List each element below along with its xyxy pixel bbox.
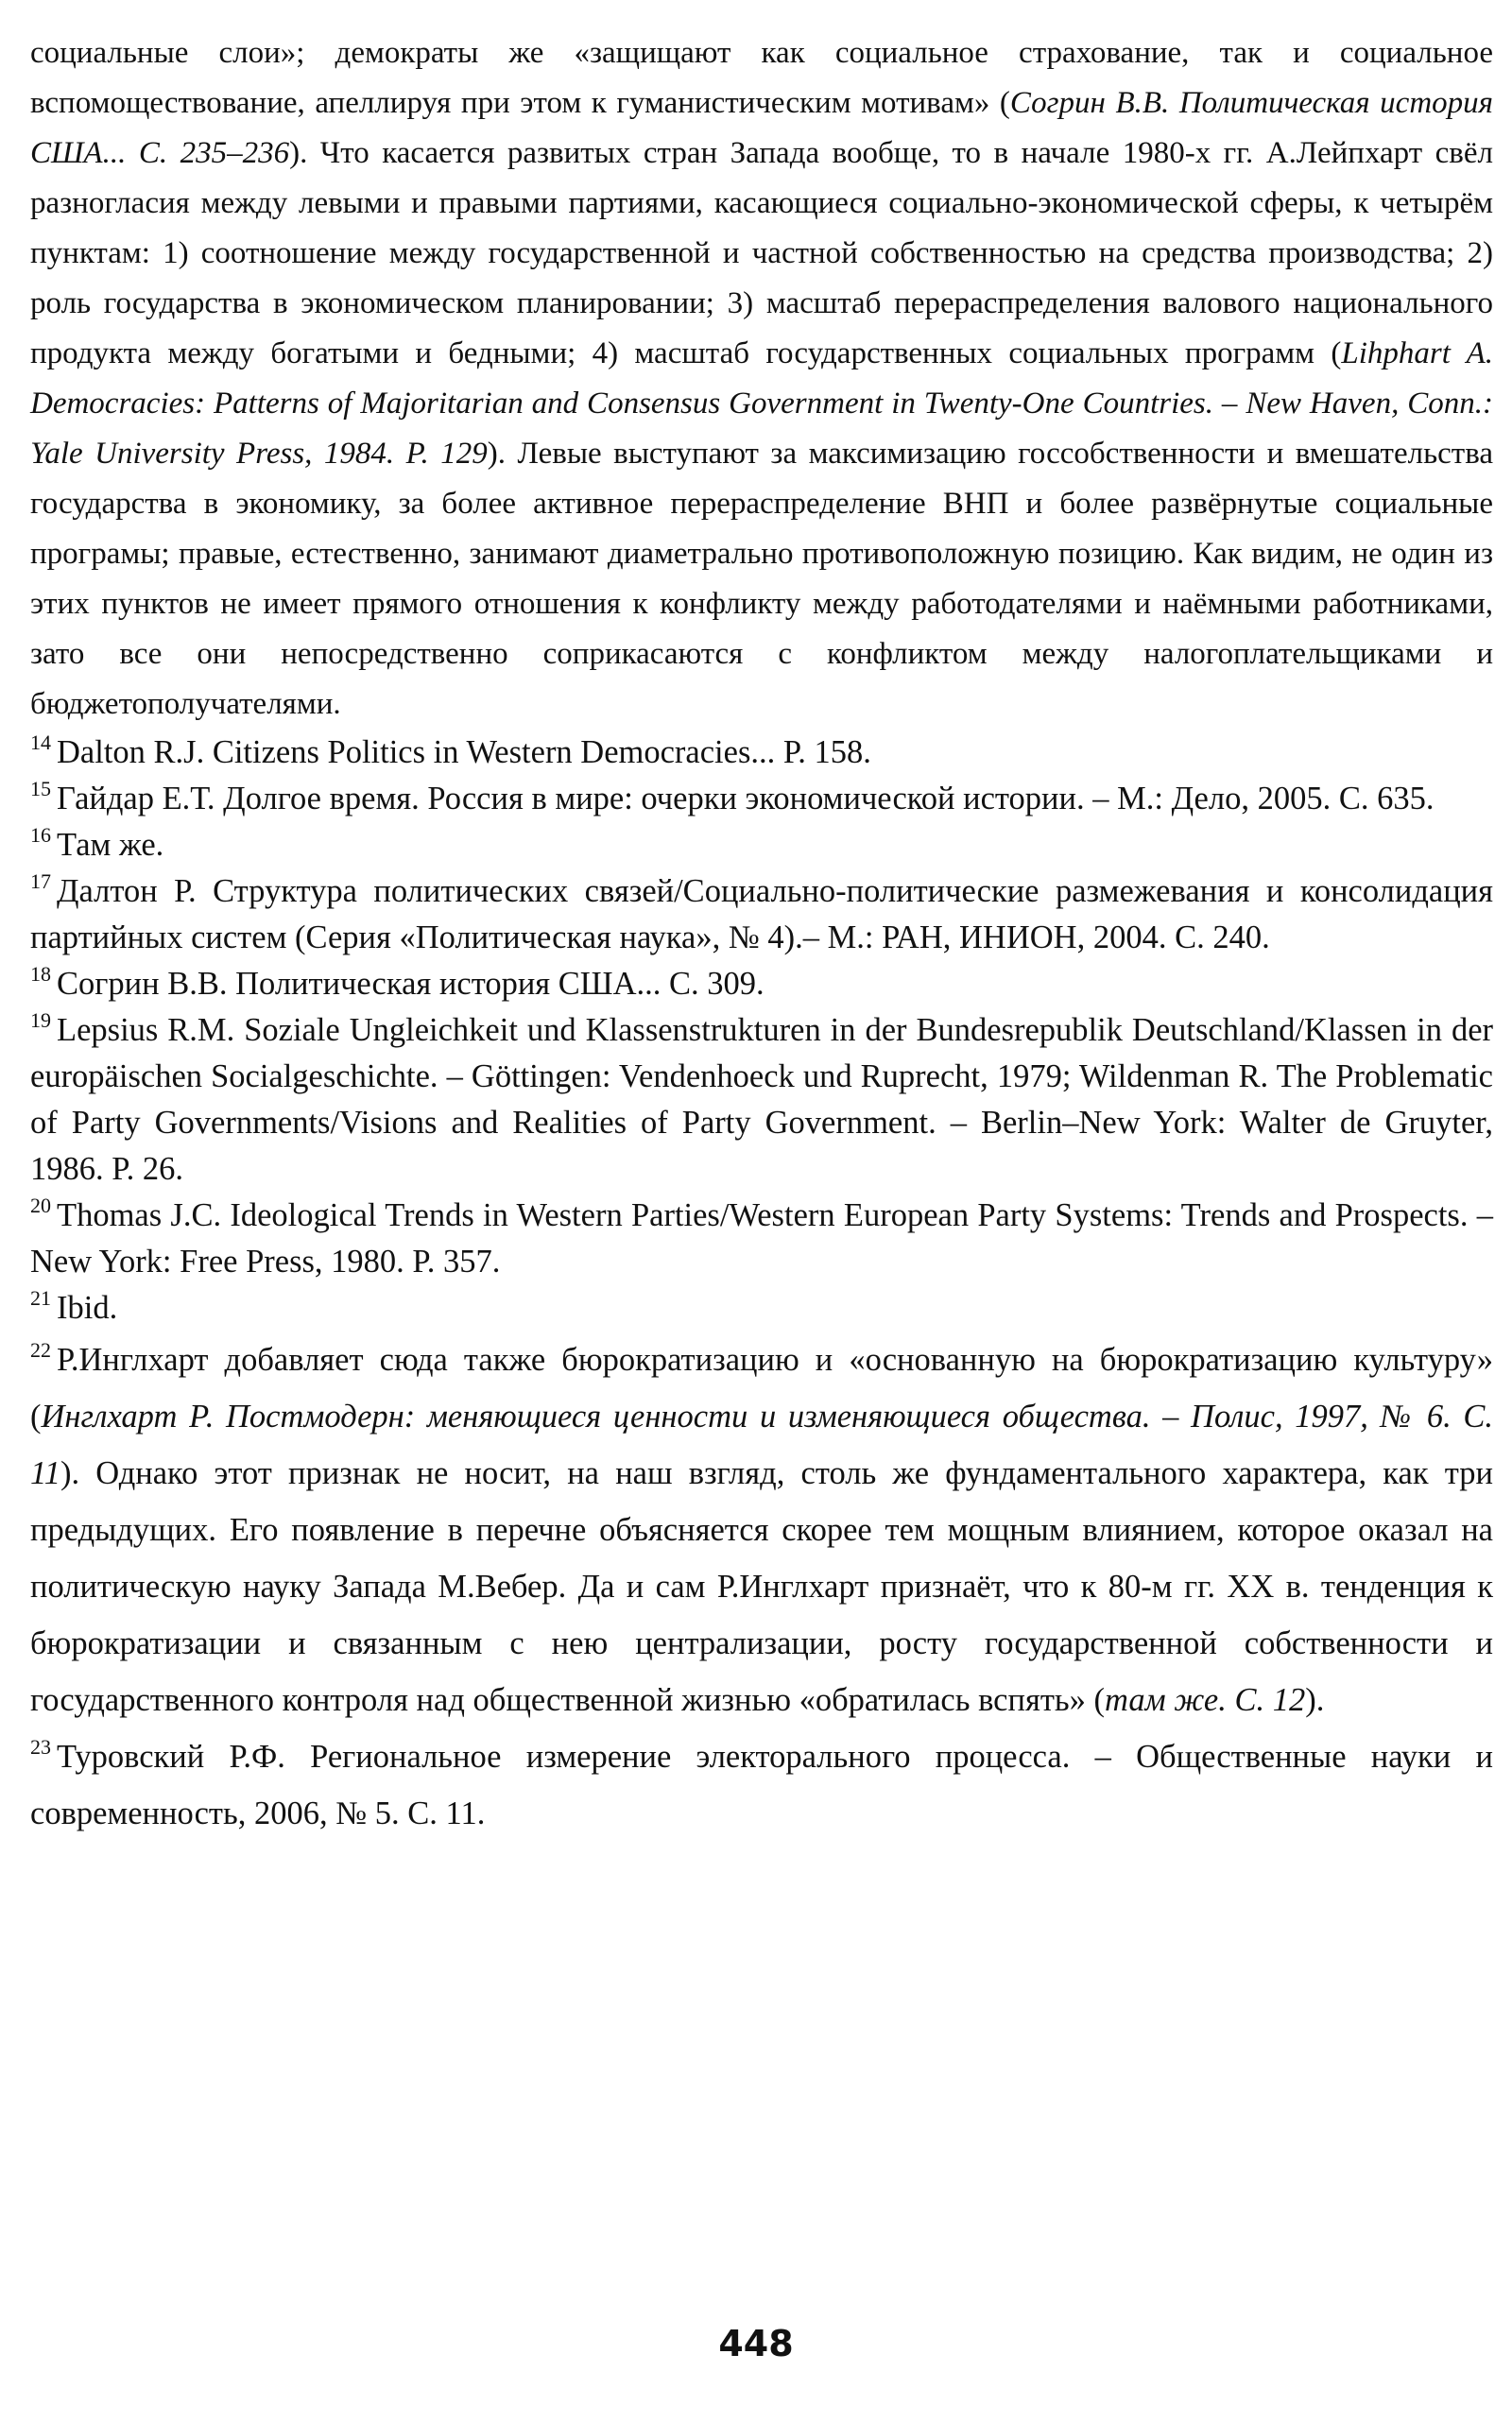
footnote-20 [30,1193,1493,1285]
footnote-19 [30,1007,1493,1193]
footnote-15 [30,776,1493,822]
footnote-14 [30,730,1493,776]
main-citation-2: Lihphart A. Democracies: Patterns of Majoritarian and Consensus Government in Twenty-One Countries. – New Haven, Conn.: Yale University Press, 1984. P. 129 [30,336,1494,471]
footnote-citation: там же. С. 12 [1105,1682,1306,1718]
footnote-18 [30,961,1493,1007]
main-text-1: социальные слои»; демократы же «защищают как социальное страхование, так и социальное вспомоществование, апеллируя при этом к гуманистическим мотивам» ( [30,36,1493,120]
footnote-number: 19 [30,1007,51,1032]
footnote-text: Dalton R.J. Citizens Politics in Western Democracies... P. 158. [57,734,871,770]
footnote-text: Согрин В.В. Политическая история США... С. 309. [57,966,765,1002]
footnote-23 [30,1728,1493,1842]
footnote-number: 22 [30,1337,51,1362]
footnote-number: 21 [30,1285,51,1310]
footnote-text: ). [1305,1682,1325,1718]
footnote-text: Туровский Р.Ф. Региональное измерение электорального процесса. – Общественные науки и современность, 2006, № 5. С. 11. [30,1739,1493,1831]
footnote-text: Ibid. [57,1290,118,1326]
footnote-text: ). Однако этот признак не носит, на наш взгляд, столь же фундаментального характера, как три предыдущих. Его появление в перечне объясняется скорее тем мощным влиянием, которое оказал на политическую науку Запада М.Вебер. Да и сам Р.Инглхарт признаёт, что к 80-м гг. XX в. тенденция к бюрократизации и связанным с нею централизации, росту государственной собственности и государственного контроля над общественной жизнью «обратилась вспять» ( [30,1455,1493,1718]
footnote-number: 14 [30,730,51,754]
footnote-number: 15 [30,776,51,800]
footnote-text: Lepsius R.M. Soziale Ungleichkeit und Klassenstrukturen in der Bundesrepublik Deutschland/Klassen in der europäischen Socialgeschichte. – Göttingen: Vendenhoeck und Ruprecht, 1979; Wildenman R. The Problematic of Party Governments/Visions and Realities of Party Government. – Berlin–New York: Walter de Gruyter, 1986. P. 26. [30,1012,1493,1187]
footnote-text: Р.Инглхарт добавляет сюда также бюрократизацию и «основанную на бюрократизацию культуру» ( [30,1342,1493,1435]
footnote-number: 20 [30,1193,51,1217]
main-text-3: ). Левые выступают за максимизацию госсобственности и вмешательства государства в экономику, за более активное перераспределение ВНП и более развёрнутые социальные програмы; правые, естественно, занимают диаметрально противоположную позицию. Как видим, не один из этих пунктов не имеет прямого отношения к конфликту между работодателями и наёмными работниками, зато все они непосредственно соприкасаются с конфликтом между налогоплательщиками и бюджетополучателями. [30,437,1493,721]
footnote-text: Там же. [57,827,164,863]
main-citation-1: Согрин В.В. Политическая история США... С. 235–236 [30,86,1494,170]
footnote-17 [30,868,1493,961]
footnote-citation: Инглхарт Р. Постмодерн: меняющиеся ценности и изменяющиеся общества. – Полис, 1997, № 6. С. 11 [30,1399,1493,1491]
footnote-number: 17 [30,868,51,893]
footnote-number: 16 [30,822,51,847]
page-content [30,28,1493,1842]
page-number: 448 [718,2323,794,2364]
footnote-number: 18 [30,961,51,986]
footnote-text: Thomas J.C. Ideological Trends in Western Parties/Western European Party Systems: Trends and Prospects. – New York: Free Press, 1980. P. 357. [30,1197,1493,1280]
footnote-16 [30,822,1493,868]
main-paragraph [30,28,1493,730]
footnote-22 [30,1332,1493,1728]
footnote-text: Гайдар Е.Т. Долгое время. Россия в мире: очерки экономической истории. – М.: Дело, 2005. С. 635. [57,781,1435,816]
main-text-2: ). Что касается развитых стран Запада вообще, то в начале 1980-х гг. А.Лейпхарт свёл разногласия между левыми и правыми партиями, касающиеся социально-экономической сферы, к четырём пунктам: 1) соотношение между государственной и частной собственностью на средства производства; 2) роль государства в экономическом планировании; 3) масштаб перераспределения валового национального продукта между богатыми и бедными; 4) масштаб государственных социальных программ ( [30,136,1493,370]
footnote-text: Далтон Р. Структура политических связей/Социально-политические размежевания и консолидация партийных систем (Серия «Политическая наука», № 4).– М.: РАН, ИНИОН, 2004. С. 240. [30,873,1493,955]
footnote-21 [30,1285,1493,1332]
footnote-number: 23 [30,1734,51,1759]
